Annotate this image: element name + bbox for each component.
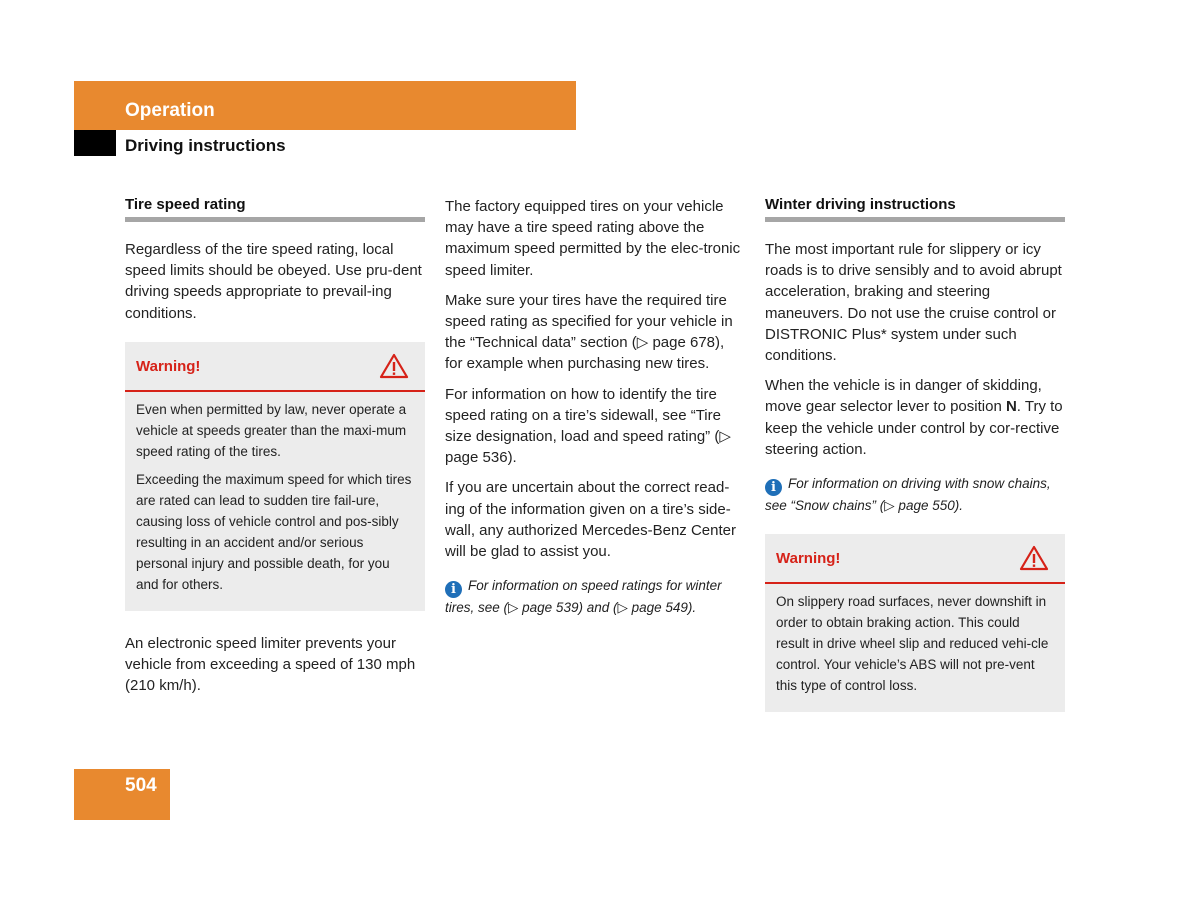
- paragraph-text: . Try to keep the vehicle under control by cor-rective steering action.: [765, 398, 1063, 458]
- info-icon: i: [445, 581, 462, 598]
- winter-driving-heading: Winter driving instructions: [765, 196, 1065, 222]
- paragraph: For information on how to identify the tire speed rating on a tire’s sidewall, see “Tire size designation, load and speed rating” (▷ page 536).: [445, 385, 731, 467]
- gear-position: N: [1005, 398, 1017, 416]
- info-icon: i: [765, 479, 782, 496]
- paragraph: If you are uncertain about the correct read-ing of the information given on a tire’s side-wall, any authorized Mercedes-Benz Center will be glad to assist you.: [445, 479, 736, 561]
- warning-header: [125, 342, 425, 392]
- info-note: [765, 474, 1065, 516]
- tire-speed-heading: Tire speed rating: [125, 196, 425, 222]
- section-title: Operation: [125, 100, 215, 121]
- info-note: [445, 576, 745, 618]
- warning-box: [125, 342, 425, 611]
- column-middle: [445, 196, 745, 618]
- column-left: [125, 196, 425, 705]
- paragraph: An electronic speed limiter prevents your vehicle from exceeding a speed of 130 mph (210 km/h).: [125, 634, 416, 695]
- page-number: 504: [125, 775, 157, 796]
- warning-label: Warning!: [776, 549, 841, 567]
- warning-body: [765, 584, 1065, 712]
- paragraph: Make sure your tires have the required tire speed rating as specified for your vehicle in the “Technical data” section (▷ page 678), for example when purchasing new tires.: [445, 291, 733, 373]
- column-right: [765, 196, 1065, 734]
- paragraph: [765, 375, 1065, 460]
- warning-text: Even when permitted by law, never operate a vehicle at speeds greater than the maxi-mum speed rating of the tires.: [136, 401, 407, 459]
- paragraph: Regardless of the tire speed rating, local speed limits should be obeyed. Use pru-dent driving speeds appropriate to prevail-ing conditions.: [125, 241, 422, 322]
- warning-triangle-icon: [379, 353, 409, 379]
- subsection-marker: [74, 130, 116, 156]
- warning-triangle-icon: [1019, 545, 1049, 571]
- warning-header: [765, 534, 1065, 584]
- warning-box: [765, 534, 1065, 712]
- warning-text: Exceeding the maximum speed for which tires are rated can lead to sudden tire fail-ure, causing loss of vehicle control and pos-sibly resulting in an accident and/or serious personal injury and possible death, for you and for others.: [136, 471, 412, 592]
- paragraph-text: When the vehicle is in danger of skidding, move gear selector lever to position: [765, 377, 1042, 416]
- paragraph: The most important rule for slippery or icy roads is to drive sensibly and to avoid abrupt acceleration, braking and steering maneuvers. Do not use the cruise control or DISTRONIC Plus* system under such conditions.: [765, 241, 1062, 365]
- info-text: For information on driving with snow chains, see “Snow chains” (▷ page 550).: [765, 476, 1051, 514]
- warning-text: On slippery road surfaces, never downshift in order to obtain braking action. This could result in drive wheel slip and reduced vehi-cle control. Your vehicle’s ABS will not pre-vent this type of control loss.: [776, 593, 1049, 693]
- paragraph: The factory equipped tires on your vehicle may have a tire speed rating above the maximum speed permitted by the elec-tronic speed limiter.: [445, 198, 741, 279]
- warning-body: [125, 392, 425, 611]
- warning-label: Warning!: [136, 357, 201, 375]
- subsection-title: Driving instructions: [125, 136, 286, 155]
- info-text: For information on speed ratings for winter tires, see (▷ page 539) and (▷ page 549).: [445, 578, 722, 616]
